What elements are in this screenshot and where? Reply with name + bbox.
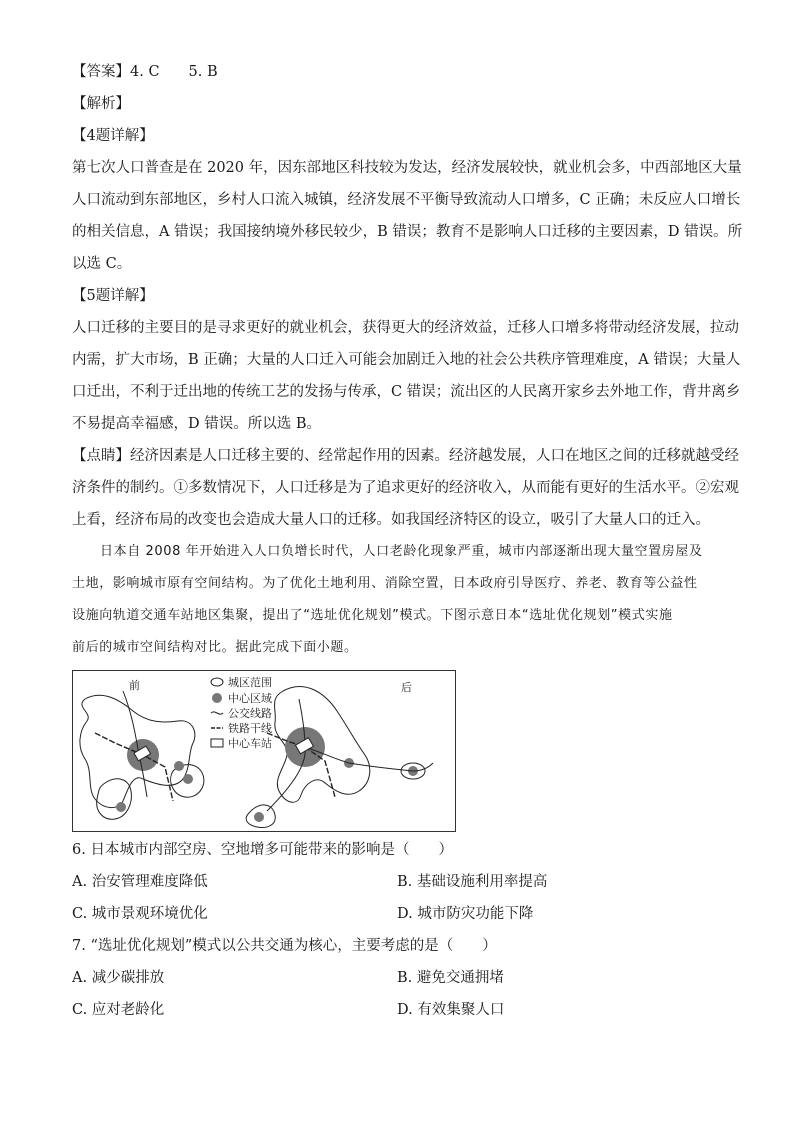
urban-boundary-before-south [97, 779, 132, 819]
question-stem [72, 542, 722, 658]
q5-heading: 【5题详解】 [72, 288, 154, 304]
legend-label: 铁路干线 [228, 722, 272, 735]
legend-boundary-icon [211, 678, 223, 686]
legend-label: 城区范围 [228, 676, 272, 689]
question-6: 6. 日本城市内部空房、空地增多可能带来的影响是（ ） [72, 842, 453, 858]
city-structure-diagram [73, 671, 455, 831]
document-page [72, 62, 743, 1032]
answer-line: 【答案】4. C 5. B [72, 64, 218, 80]
stem-line: 日本自 2008 年开始进入人口负增长时代，人口老龄化现象严重，城市内部逐渐出现大量空置房屋及 [100, 544, 703, 559]
legend-center-icon [212, 693, 222, 703]
q7-option-a[interactable]: A. 减少碳排放 [72, 970, 165, 986]
q4-line: 人口流动到东部地区，乡村人口流入城镇，经济发展不平衡导致流动人口增多，C 正确；未反应人口增长 [72, 192, 741, 208]
question-7: 7. “选址优化规划”模式以公共交通为核心，主要考虑的是（ ） [72, 938, 497, 954]
city-structure-figure [72, 670, 456, 832]
q6-option-a[interactable]: A. 治安管理难度降低 [72, 874, 208, 890]
q6-options-row [72, 872, 722, 892]
q6-option-d[interactable]: D. 城市防灾功能下降 [397, 906, 534, 922]
legend-label: 中心车站 [228, 737, 272, 750]
q7-option-d[interactable]: D. 有效集聚人口 [397, 1002, 505, 1018]
q6-option-c[interactable]: C. 城市景观环境优化 [72, 906, 208, 922]
q4-explanation [72, 158, 743, 274]
tip-line: 上看，经济布局的改变也会造成大量人口的迁移。如我国经济特区的设立，吸引了大量人口的迁入。 [72, 512, 710, 528]
label-after: 后 [401, 681, 412, 694]
legend-label: 中心区域 [228, 692, 272, 705]
tip-paragraph [72, 446, 739, 530]
legend-station-icon [211, 739, 223, 747]
sub-center-before [116, 802, 126, 812]
sub-center-after [254, 812, 264, 822]
q7-option-c[interactable]: C. 应对老龄化 [72, 1002, 165, 1018]
q4-line: 以选 C。 [72, 256, 132, 272]
legend-label: 公交线路 [228, 707, 272, 720]
sub-center-before [183, 774, 193, 784]
stem-line: 设施向轨道交通车站地区集聚，提出了“选址优化规划”模式。下图示意日本“选址优化规划”模式实施 [72, 608, 673, 623]
label-before: 前 [129, 679, 140, 692]
tip-line: 【点睛】经济因素是人口迁移主要的、经常起作用的因素。经济越发展，人口在地区之间的迁移就越受经 [72, 448, 739, 464]
q5-line: 口迁出，不利于迁出地的传统工艺的发扬与传承，C 错误；流出区的人民离开家乡去外地工作，背井离乡 [72, 384, 741, 400]
sub-center-before [174, 761, 184, 771]
q6-option-b[interactable]: B. 基础设施利用率提高 [397, 874, 548, 890]
q5-line: 不易提高幸福感，D 错误。所以选 B。 [72, 416, 321, 432]
q7-options-row [72, 1000, 722, 1020]
q5-explanation [72, 318, 741, 434]
stem-line: 前后的城市空间结构对比。据此完成下面小题。 [72, 640, 358, 655]
q5-line: 人口迁移的主要目的是寻求更好的就业机会，获得更大的经济效益，迁移人口增多将带动经济发展，拉动 [72, 320, 739, 336]
q7-option-b[interactable]: B. 避免交通拥堵 [397, 970, 504, 986]
q4-line: 第七次人口普查是在 2020 年，因东部地区科技较为发达，经济发展较快，就业机会多，中西部地区大量 [72, 160, 742, 176]
q4-line: 的相关信息，A 错误；我国接纳境外移民较少，B 错误；教育不是影响人口迁移的主要因素，D 错误。所 [72, 224, 743, 240]
legend-bus-icon [211, 712, 223, 714]
q7-options-row [72, 968, 722, 988]
q5-line: 内需，扩大市场，B 正确；大量的人口迁入可能会加剧迁入地的社会公共秩序管理难度，A 错误；大量人 [72, 352, 741, 368]
q4-heading: 【4题详解】 [72, 128, 154, 144]
stem-line: 土地，影响城市原有空间结构。为了优化土地利用、消除空置，日本政府引导医疗、养老、教育等公益性 [72, 576, 698, 591]
analysis-heading: 【解析】 [72, 96, 130, 112]
tip-line: 济条件的制约。①多数情况下，人口迁移是为了追求更好的经济收入，从而能有更好的生活水平。②宏观 [72, 480, 739, 496]
q6-options-row [72, 904, 722, 924]
